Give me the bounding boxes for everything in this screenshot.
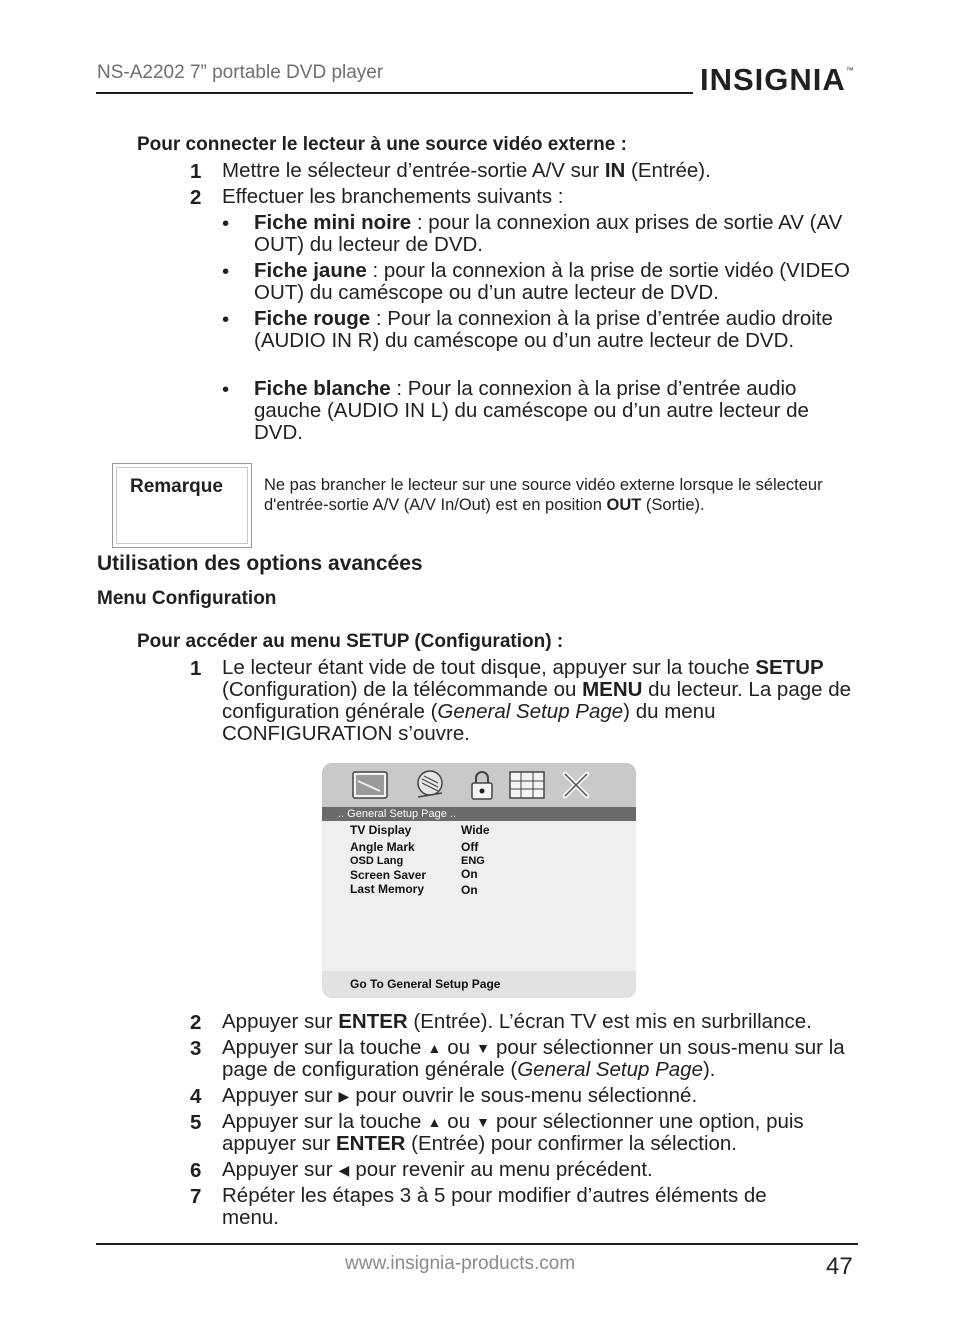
step-text: Effectuer les branchements suivants : (222, 185, 564, 208)
step-text: Mettre le sélecteur d’entrée-sortie A/V sur IN (Entrée). (222, 159, 711, 182)
step-text: Appuyer sur la touche ▲ ou ▼ pour sélectionner une option, puis appuyer sur ENTER (Entrée) pour confirmer la sélection. (222, 1110, 804, 1155)
step-text: Appuyer sur ◀ pour revenir au menu précédent. (222, 1158, 653, 1181)
osd-item-label: OSD Lang (350, 855, 404, 867)
step-text: Le lecteur étant vide de tout disque, appuyer sur la touche SETUP (Configuration) de la télécommande ou MENU du lecteur. La page de configuration générale (General Setup Page) du menu CONFIGURATION s’ouvre. (222, 656, 852, 745)
up-arrow-icon: ▲ (427, 1114, 442, 1130)
lock-icon (466, 769, 498, 801)
step-number: 3 (190, 1037, 202, 1060)
step-number: 1 (190, 160, 202, 183)
page-number: 47 (826, 1253, 853, 1280)
step-number: 2 (190, 1011, 202, 1034)
logo-text: INSIGNIA (700, 62, 846, 97)
left-arrow-icon: ◀ (338, 1162, 350, 1178)
note-label: Remarque (130, 476, 223, 497)
step-number: 2 (190, 186, 202, 209)
step-text: Appuyer sur la touche ▲ ou ▼ pour sélectionner un sous-menu sur la page de configuration générale (General Setup Page). (222, 1036, 845, 1081)
bullet-item: Fiche jaune : pour la connexion à la prise de sortie vidéo (VIDEO OUT) du caméscope ou d’un autre lecteur de DVD. (254, 259, 850, 304)
bullet-marker: • (222, 308, 230, 331)
osd-item-value: Off (461, 840, 479, 854)
osd-page-title: .. General Setup Page .. (322, 807, 636, 821)
osd-item-value: On (461, 883, 478, 897)
step-text: Répéter les étapes 3 à 5 pour modifier d’autres éléments de menu. (222, 1184, 767, 1229)
bullet-marker: • (222, 378, 230, 401)
document-title: NS-A2202 7” portable DVD player (97, 62, 384, 83)
down-arrow-icon: ▼ (476, 1040, 490, 1056)
down-arrow-icon: ▼ (476, 1114, 490, 1130)
step-number: 7 (190, 1185, 202, 1208)
grid-icon (508, 769, 546, 801)
footer-url: www.insignia-products.com (345, 1253, 576, 1274)
section-heading-connect: Pour connecter le lecteur à une source vidéo externe : (137, 134, 627, 155)
bullet-item: Fiche rouge : Pour la connexion à la prise d’entrée audio droite (AUDIO IN R) du caméscope ou d’un autre lecteur de DVD. (254, 307, 833, 352)
osd-settings-panel (322, 821, 636, 971)
logo-trademark: ™ (845, 66, 855, 75)
right-arrow-icon: ▶ (338, 1088, 350, 1104)
osd-item-value: ENG (461, 855, 485, 867)
tv-icon (352, 769, 388, 801)
up-arrow-icon: ▲ (427, 1040, 442, 1056)
step-number: 4 (190, 1085, 202, 1108)
step-number: 6 (190, 1159, 202, 1182)
bullet-item: Fiche blanche : Pour la connexion à la prise d’entrée audio gauche (AUDIO IN L) du caméscope ou d’un autre lecteur de DVD. (254, 377, 809, 444)
osd-item-label: Angle Mark (350, 840, 415, 854)
step-text: Appuyer sur ENTER (Entrée). L’écran TV est mis en surbrillance. (222, 1010, 812, 1033)
osd-item-label: Last Memory (350, 882, 425, 896)
header-rule (96, 92, 693, 94)
bullet-marker: • (222, 212, 230, 235)
osd-item-label: Screen Saver (350, 868, 427, 882)
section-heading-setup: Pour accéder au menu SETUP (Configuration) : (137, 631, 564, 652)
subsection-title: Menu Configuration (97, 588, 277, 609)
setup-menu-screenshot (322, 763, 636, 998)
close-icon (560, 769, 592, 801)
section-title: Utilisation des options avancées (97, 552, 423, 575)
osd-item-label: TV Display (350, 823, 412, 837)
speaker-icon (414, 769, 446, 801)
bullet-item: Fiche mini noire : pour la connexion aux prises de sortie AV (AV OUT) du lecteur de DVD. (254, 211, 843, 256)
osd-footer: Go To General Setup Page (322, 971, 636, 998)
step-number: 5 (190, 1111, 202, 1134)
osd-item-value: On (461, 867, 478, 881)
bullet-marker: • (222, 260, 230, 283)
osd-item-value: Wide (461, 823, 490, 837)
brand-logo (700, 62, 855, 98)
osd-icon-bar (322, 763, 636, 807)
note-text: Ne pas brancher le lecteur sur une source vidéo externe lorsque le sélecteur d'entrée-sortie A/V (A/V In/Out) est en position OUT (Sortie). (264, 476, 823, 514)
step-number: 1 (190, 657, 202, 680)
step-text: Appuyer sur ▶ pour ouvrir le sous-menu sélectionné. (222, 1084, 698, 1107)
footer-rule (96, 1243, 858, 1245)
